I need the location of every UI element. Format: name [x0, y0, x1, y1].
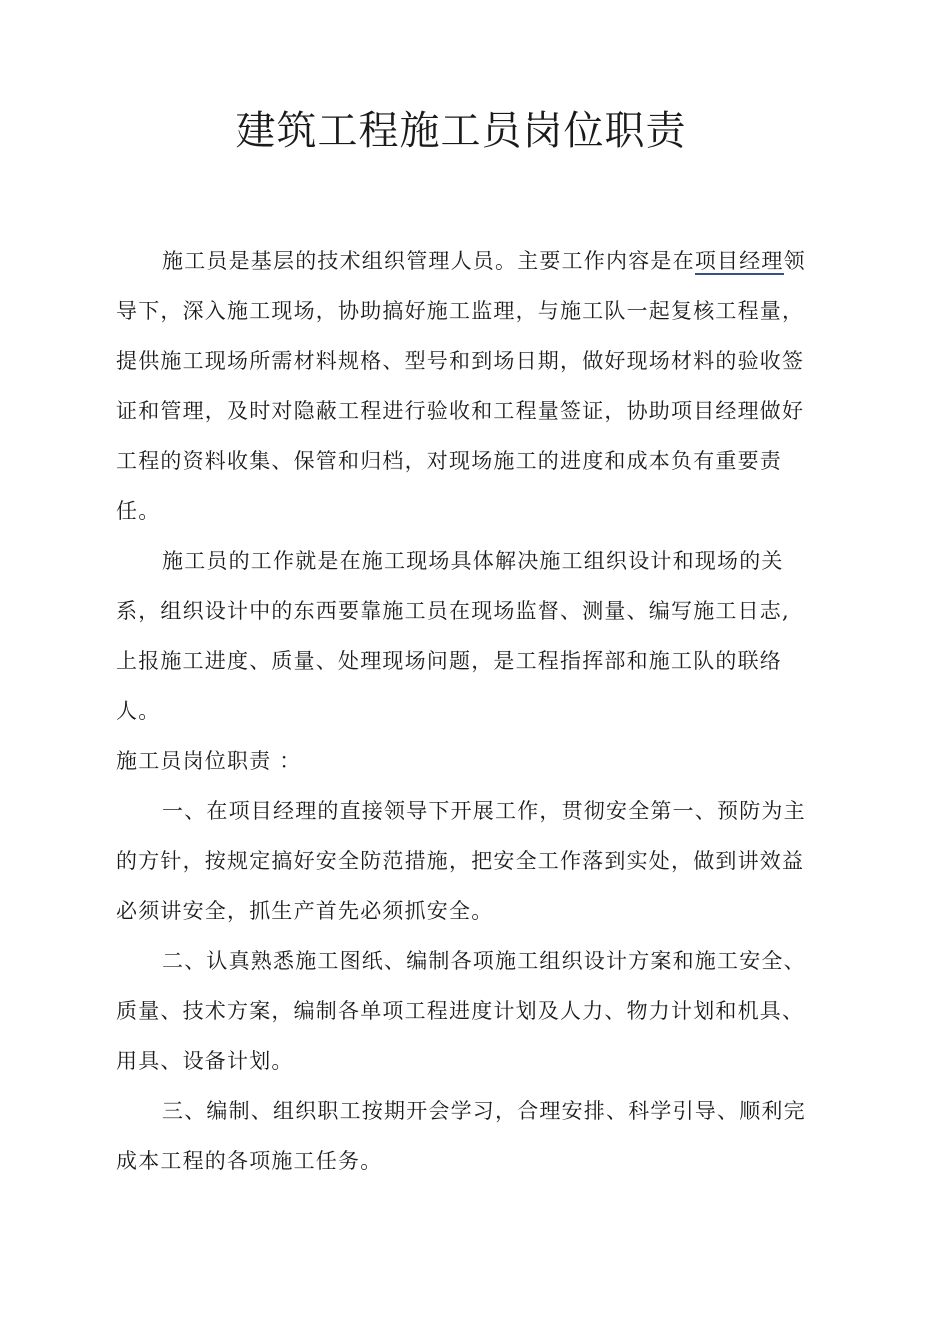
intro-text-end: 领导下，深入施工现场，协助搞好施工监理，与施工队一起复核工程量，提供施工现场所需材料规格、型号和到场日期，做好现场材料的验收签证和管理，及时对隐蔽工程进行验收和工程量签证，协助项目经理做好工程的资料收集、保管和归档，对现场施工的进度和成本负有重要责任。: [116, 249, 806, 523]
duties-heading: 施工员岗位职责 ：: [116, 749, 302, 773]
duty-item-2: 二、认真熟悉施工图纸、编制各项施工组织设计方案和施工安全、质量、技术方案，编制各单项工程进度计划及人力、物力计划和机具、用具、设备计划。: [116, 949, 806, 1073]
document-title: 建筑工程施工员岗位职责: [235, 108, 687, 154]
document-body: [116, 236, 806, 1186]
role-paragraph: 施工员的工作就是在施工现场具体解决施工组织设计和现场的关系，组织设计中的东西要靠施工员在现场监督、测量、编写施工日志,上报施工进度、质量、处理现场问题，是工程指挥部和施工队的联络人。: [116, 549, 790, 723]
duty-item-1: 一、在项目经理的直接领导下开展工作，贯彻安全第一、预防为主的方针，按规定搞好安全防范措施，把安全工作落到实处，做到讲效益必须讲安全，抓生产首先必须抓安全。: [116, 799, 806, 923]
project-manager-link[interactable]: 项目经理: [694, 249, 784, 273]
intro-paragraph: [116, 236, 806, 536]
intro-text-start: 施工员是基层的技术组织管理人员。主要工作内容是在: [162, 249, 695, 273]
duty-item-3: 三、编制、组织职工按期开会学习，合理安排、科学引导、顺利完成本工程的各项施工任务。: [116, 1099, 806, 1173]
